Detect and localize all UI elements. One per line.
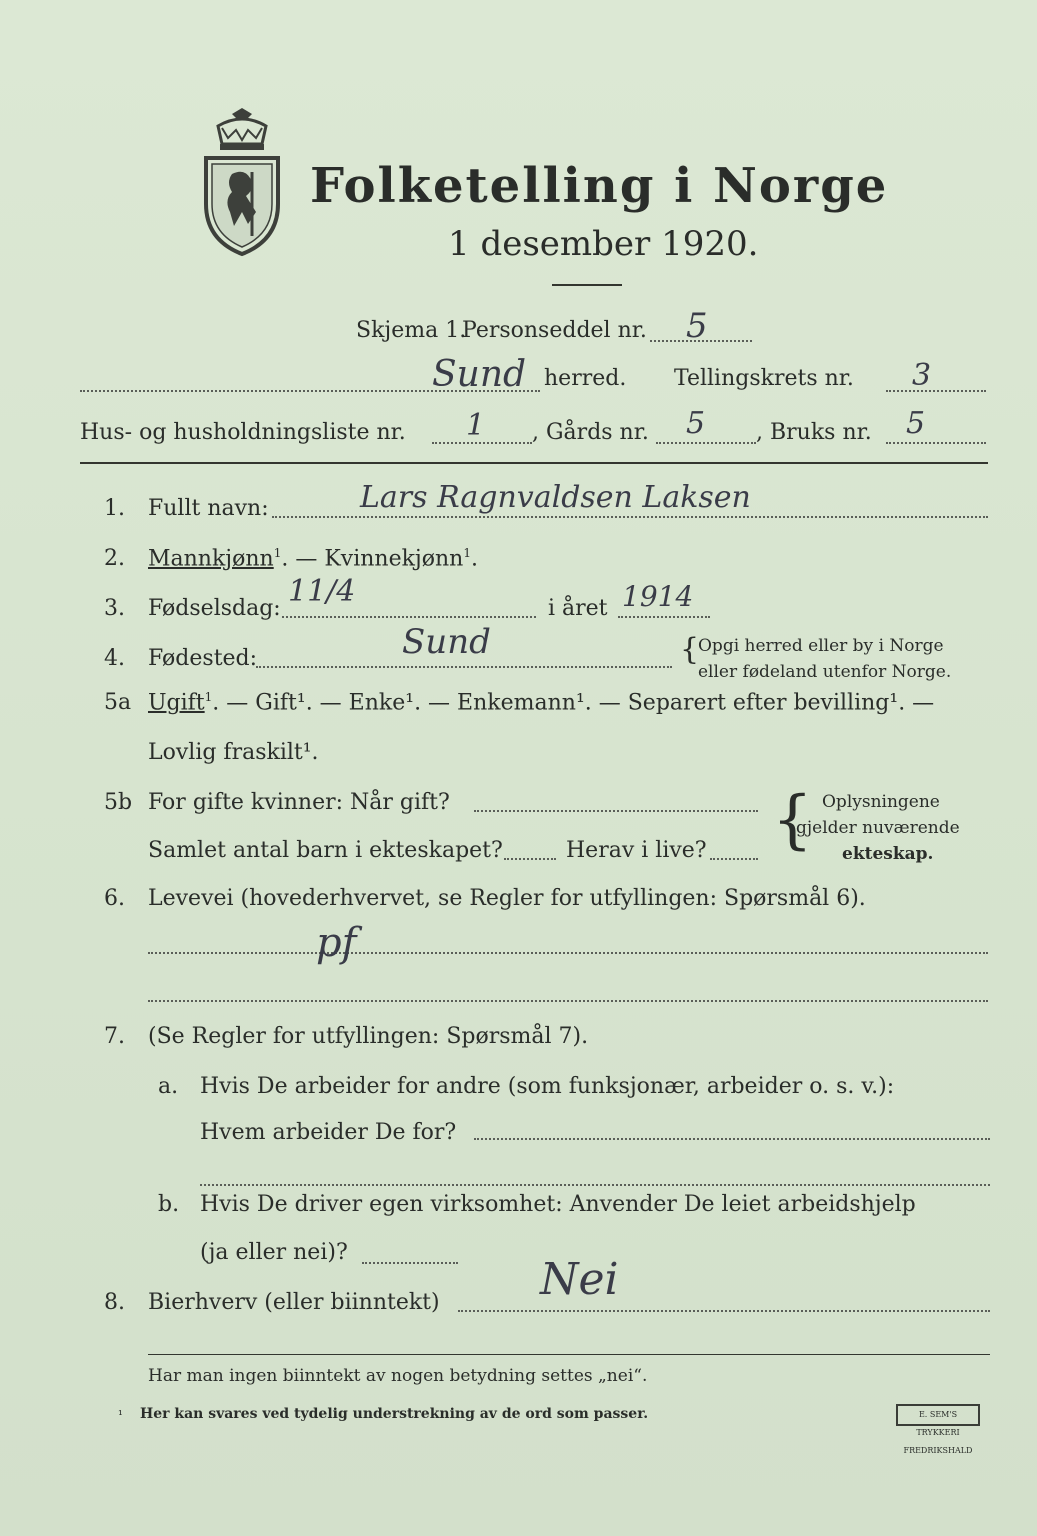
q8-label: Bierhverv (eller biinntekt)	[148, 1290, 440, 1315]
bruks-label: , Bruks nr.	[756, 420, 872, 445]
census-date: 1 desember 1920.	[448, 224, 759, 264]
header-rule	[80, 462, 988, 464]
kvinnekjonn-option[interactable]: . — Kvinnekjønn	[281, 546, 464, 572]
q5b-note-1: Oplysningene	[822, 792, 940, 812]
full-name-field[interactable]	[272, 516, 988, 518]
children-total-field[interactable]	[504, 858, 556, 860]
herred-value: Sund	[432, 354, 527, 395]
birthdate-value: 11/4	[288, 574, 356, 609]
birthplace-value: Sund	[402, 622, 491, 662]
q5b-brace: {	[772, 783, 813, 857]
q5a-labels: Ugift$^1$. — Gift¹. — Enke¹. — Enkemann¹. — Separert efter bevilling¹. —	[148, 690, 935, 716]
year-label: i året	[548, 596, 608, 621]
form-title: Folketelling i Norge	[310, 158, 889, 214]
hus-label: Hus- og husholdningsliste nr.	[80, 420, 406, 445]
q4-brace: {	[680, 632, 700, 667]
q7a-label: Hvis De arbeider for andre (som funksjonær, arbeider o. s. v.):	[200, 1074, 895, 1099]
q7b-number: b.	[158, 1192, 180, 1217]
occupation-field[interactable]	[148, 952, 988, 954]
q5b-note-2: gjelder nuværende	[796, 818, 960, 838]
q7-label: (Se Regler for utfyllingen: Spørsmål 7).	[148, 1024, 589, 1049]
hired-help-field[interactable]	[362, 1262, 458, 1264]
schema-label: Skjema 1.	[356, 318, 467, 343]
q1-label: Fullt navn:	[148, 496, 269, 521]
footnote-mark: ¹	[118, 1408, 123, 1422]
norway-coat-of-arms-icon	[196, 108, 288, 258]
footnote: Her kan svares ved tydelig understrekning av de ord som passer.	[140, 1406, 649, 1422]
q2-end: .	[470, 546, 478, 572]
personseddel-value: 5	[686, 306, 708, 346]
employer-field-2[interactable]	[200, 1184, 990, 1186]
q1-number: 1.	[104, 496, 125, 521]
herred-label: herred.	[544, 366, 627, 391]
personseddel-label: Personseddel nr.	[462, 318, 647, 343]
mannkjonn-option[interactable]: Mannkjønn	[148, 546, 274, 572]
q3-label: Fødselsdag:	[148, 596, 281, 621]
hus-value: 1	[466, 408, 486, 443]
occupation-field-2[interactable]	[148, 1000, 988, 1002]
q5b-number: 5b	[104, 790, 133, 815]
marital-options[interactable]: . — Gift¹. — Enke¹. — Enkemann¹. — Separert efter bevilling¹. —	[212, 690, 935, 716]
q4-number: 4.	[104, 646, 125, 671]
children-alive-field[interactable]	[710, 858, 758, 860]
side-income-value: Nei	[540, 1254, 619, 1305]
footer-rule	[148, 1354, 990, 1355]
employer-label: Hvem arbeider De for?	[200, 1120, 457, 1145]
q2-number: 2.	[104, 546, 125, 571]
footer-note: Har man ingen biinntekt av nogen betydning settes „nei“.	[148, 1366, 648, 1386]
tellingskrets-label: Tellingskrets nr.	[674, 366, 854, 391]
q7b-label: Hvis De driver egen virksomhet: Anvender De leiet arbeidshjelp	[200, 1192, 916, 1217]
q5b-note-3: ekteskap.	[842, 844, 934, 864]
when-married-field[interactable]	[474, 810, 758, 812]
gards-value: 5	[686, 406, 706, 441]
children-alive-label: Herav i live?	[566, 838, 707, 863]
birthdate-field[interactable]	[282, 616, 536, 618]
employer-field[interactable]	[474, 1138, 990, 1140]
printer-stamp: E. SEM'S TRYKKERI FREDRIKSHALD	[896, 1404, 980, 1426]
q6-label: Levevei (hovederhvervet, se Regler for utfyllingen: Spørsmål 6).	[148, 886, 866, 911]
q3-number: 3.	[104, 596, 125, 621]
q5a-number: 5a	[104, 690, 132, 715]
q7-number: 7.	[104, 1024, 125, 1049]
birthyear-value: 1914	[622, 580, 694, 613]
full-name-value: Lars Ragnvaldsen Laksen	[360, 480, 751, 515]
birthyear-field[interactable]	[618, 616, 710, 618]
side-income-field[interactable]	[458, 1310, 990, 1312]
q4-note-2: eller fødeland utenfor Norge.	[698, 662, 952, 682]
q2-labels: Mannkjønn$^1$. — Kvinnekjønn$^1$.	[148, 546, 478, 572]
tellingskrets-value: 3	[912, 358, 932, 393]
children-total-label: Samlet antal barn i ekteskapet?	[148, 838, 503, 863]
q4-label: Fødested:	[148, 646, 258, 671]
birthplace-field[interactable]	[256, 666, 672, 668]
q7a-number: a.	[158, 1074, 179, 1099]
q8-number: 8.	[104, 1290, 125, 1315]
gards-field[interactable]	[656, 442, 756, 444]
q4-note-1: Opgi herred eller by i Norge	[698, 636, 944, 656]
occupation-value: pf	[316, 920, 357, 966]
bruks-field[interactable]	[886, 442, 986, 444]
lovlig-fraskilt-option[interactable]: Lovlig fraskilt¹.	[148, 740, 319, 765]
q6-number: 6.	[104, 886, 125, 911]
title-divider	[552, 284, 622, 286]
ugift-option[interactable]: Ugift	[148, 690, 205, 716]
when-married-label: For gifte kvinner: Når gift?	[148, 790, 450, 815]
gards-label: , Gårds nr.	[532, 420, 649, 445]
bruks-value: 5	[906, 406, 926, 441]
hired-help-label: (ja eller nei)?	[200, 1240, 348, 1265]
tellingskrets-field[interactable]	[886, 390, 986, 392]
